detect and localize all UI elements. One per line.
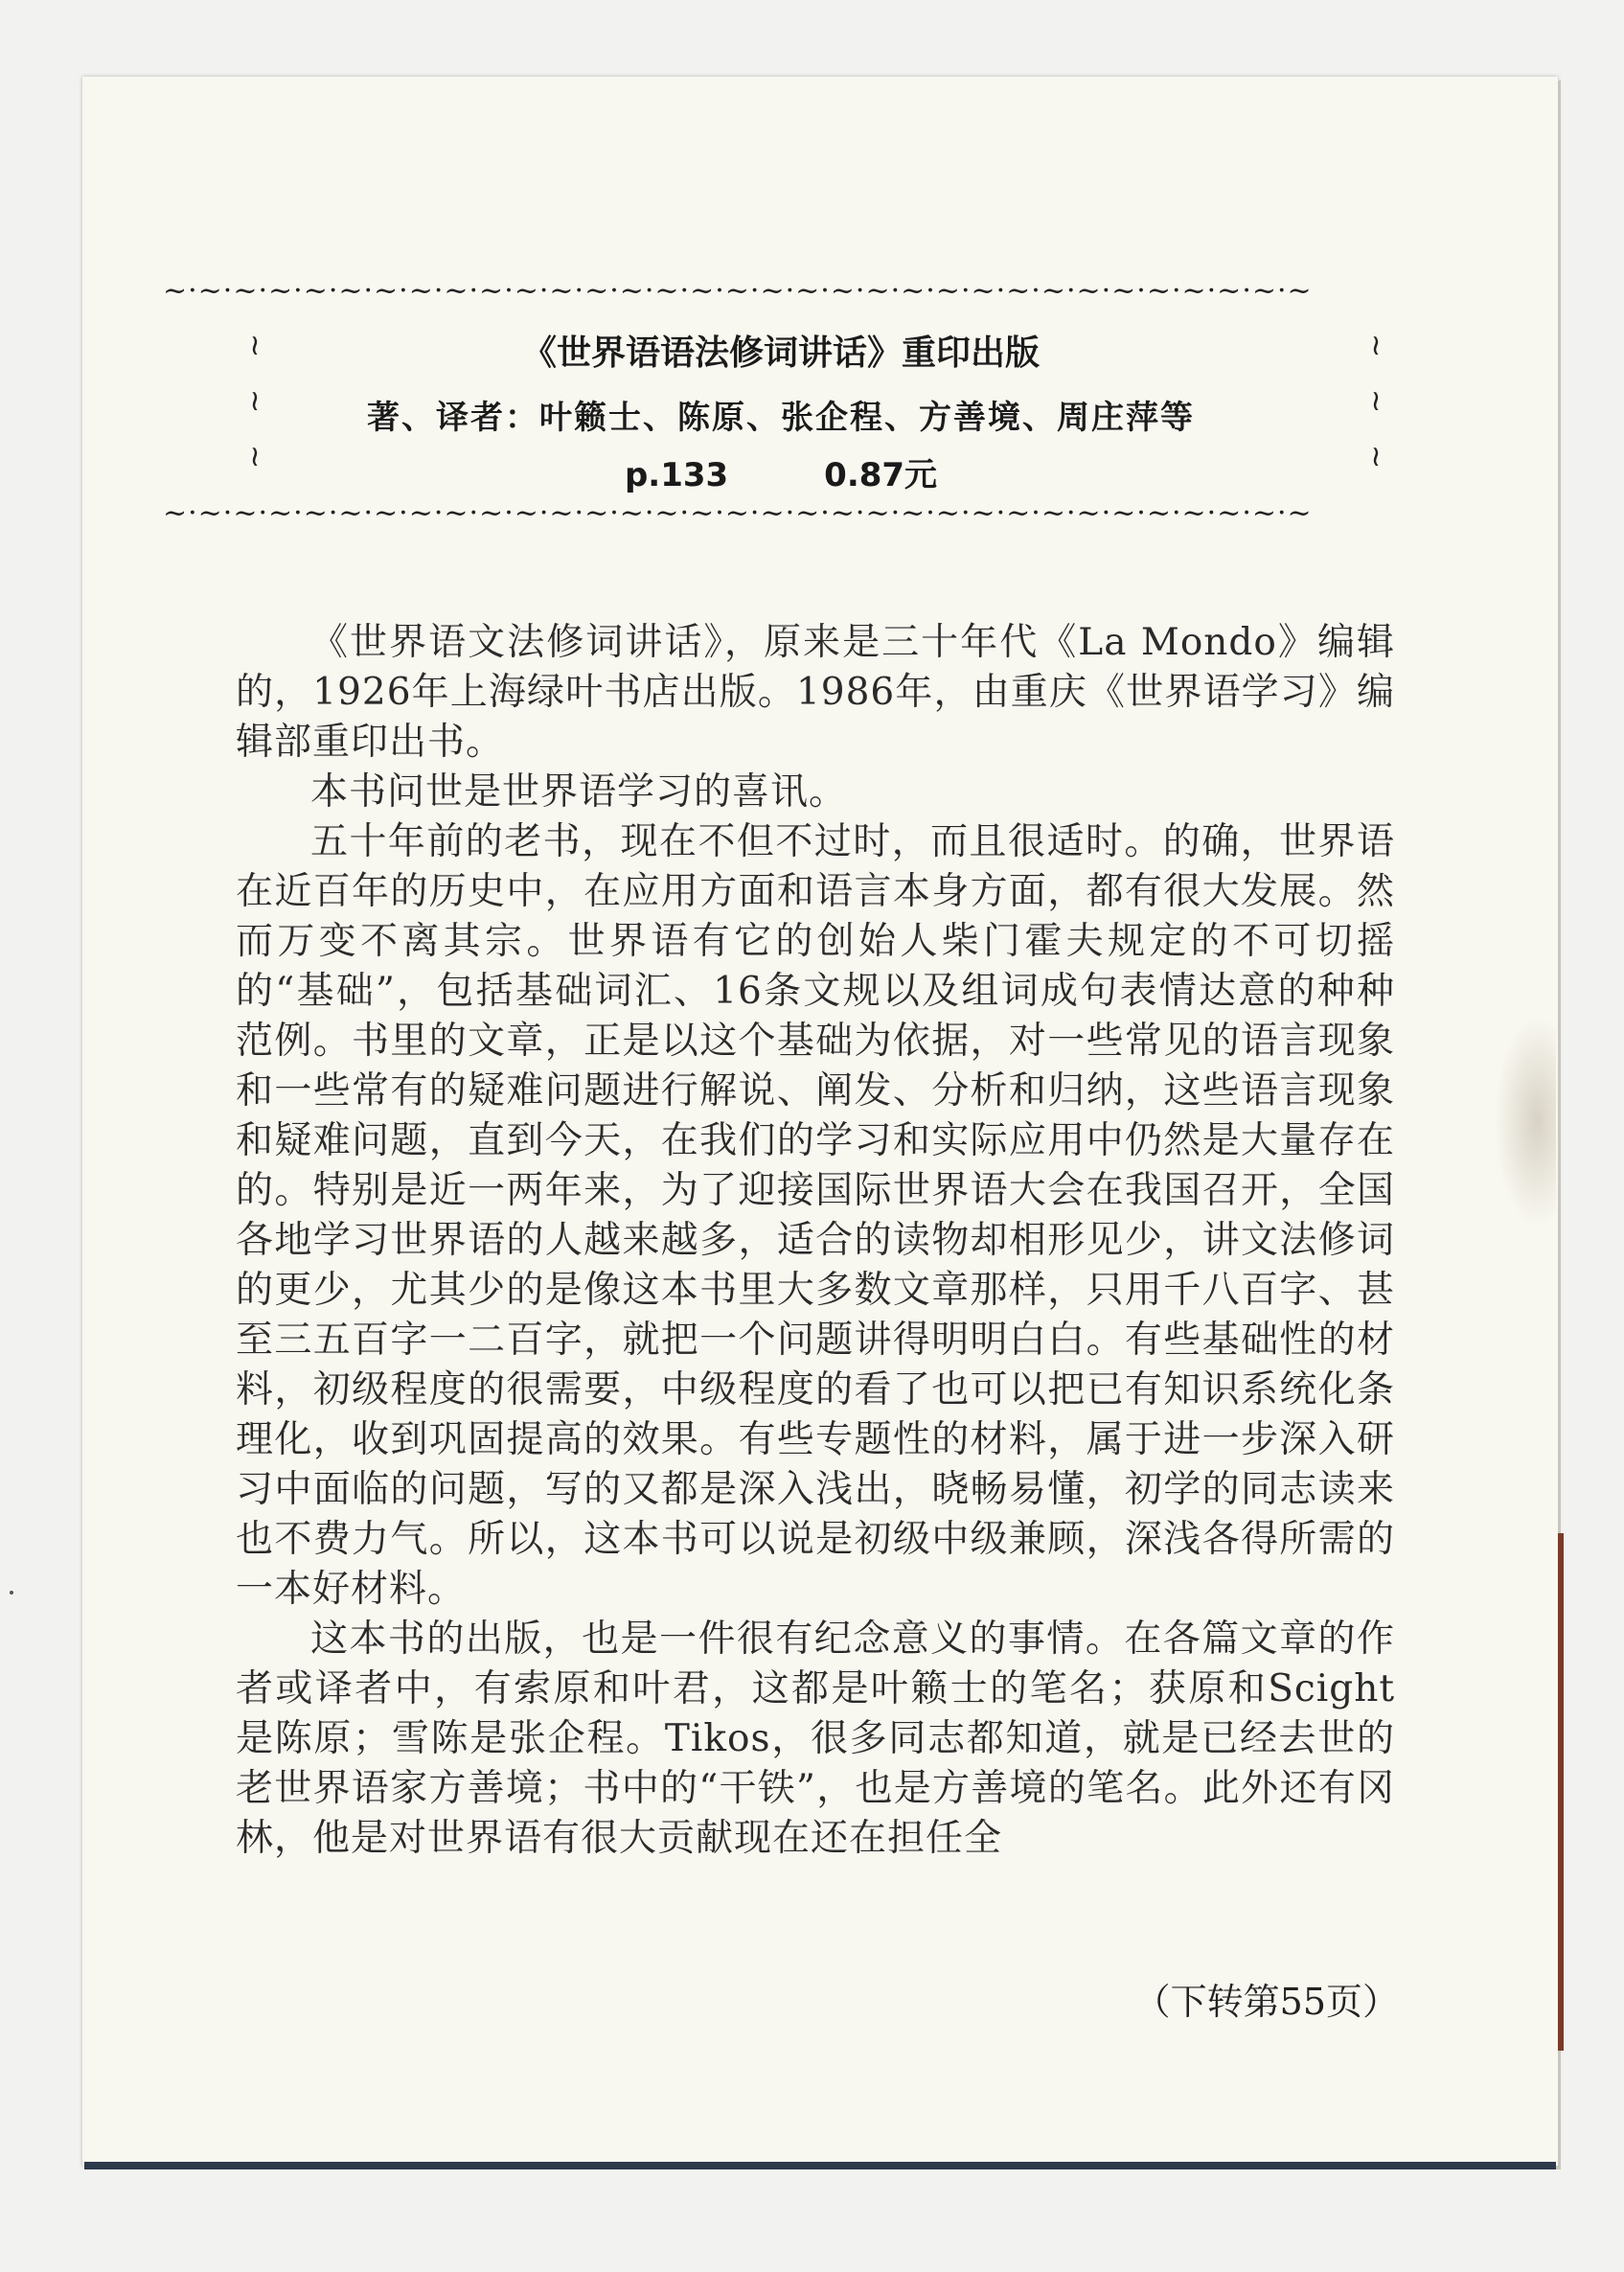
paper-stain xyxy=(1495,1016,1556,1227)
page-bottom-edge xyxy=(84,2162,1556,2169)
notice-authors: 著、译者：叶籁士、陈原、张企程、方善境、周庄萍等 xyxy=(367,399,1195,437)
paragraph-4: 这本书的出版，也是一件很有纪念意义的事情。在各篇文章的作者或译者中，有索原和叶君，这都是叶籁士的笔名；获原和Scight是陈原；雪陈是张企程。Tikos，很多同志都知道，就是已经去世的老世界语家方善境；书中的“干铁”，也是方善境的笔名。此外还有冈林，他是对世界语有很大贡献现在还在担任全 xyxy=(236,1618,1395,1860)
notice-price: 0.87元 xyxy=(824,456,938,494)
continued-note: （下转第55页） xyxy=(1133,1981,1399,2023)
article-body xyxy=(236,618,1395,1864)
paragraph-3: 五十年前的老书，现在不但不过时，而且很适时。的确，世界语在近百年的历史中，在应用方面和语言本身方面，都有很大发展。然而万变不离其宗。世界语有它的创始人柴门霍夫规定的不可切摇的“基础”，包括基础词汇、16条文规以及组词成句表情达意的种种范例。书里的文章，正是以这个基础为依据，对一些常见的语言现象和一些常有的疑难问题进行解说、阐发、分析和归纳，这些语言现象和疑难问题，直到今天，在我们的学习和实际应用中仍然是大量存在的。特别是近一两年来，为了迎接国际世界语大会在我国召开，全国各地学习世界语的人越来越多，适合的读物却相形见少，讲文法修词的更少，尤其少的是像这本书里大多数文章那样，只用千八百字、甚至三五百字一二百字，就把一个问题讲得明明白白。有些基础性的材料，初级程度的很需要，中级程度的看了也可以把已有知识系统化条理化，收到巩固提高的效果。有些专题性的材料，属于进一步深入研习中面临的问题，写的又都是深入浅出，晓畅易懂，初学的同志读来也不费力气。所以，这本书可以说是初级中级兼顾，深浅各得所需的一本好材料。 xyxy=(236,820,1395,1611)
speck xyxy=(10,1591,13,1595)
wavy-border-left: ≀ ≀ ≀ xyxy=(249,329,261,473)
reprint-notice-box xyxy=(163,280,1399,539)
page-right-edge xyxy=(1558,1533,1564,2051)
notice-pages: p.133 xyxy=(624,456,729,494)
notice-title: 《世界语语法修词讲话》重印出版 xyxy=(521,333,1040,373)
paragraph-2: 本书问世是世界语学习的喜讯。 xyxy=(310,770,848,814)
paragraph-1: 《世界语文法修词讲话》，原来是三十年代《La Mondo》编辑的，1926年上海绿叶书店出版。1986年，由重庆《世界语学习》编辑部重印出书。 xyxy=(236,621,1395,764)
wavy-border-right: ≀ ≀ ≀ xyxy=(1370,329,1382,473)
wavy-border-top: ~·~·~·~·~·~·~·~·~·~·~·~·~·~·~·~·~·~·~·~·~·~·~·~·~·~·~·~·~·~·~·~·~ xyxy=(163,280,1313,303)
wavy-border-bottom: ~·~·~·~·~·~·~·~·~·~·~·~·~·~·~·~·~·~·~·~·~·~·~·~·~·~·~·~·~·~·~·~·~ xyxy=(163,502,1313,525)
notice-pages-price xyxy=(163,448,1399,495)
